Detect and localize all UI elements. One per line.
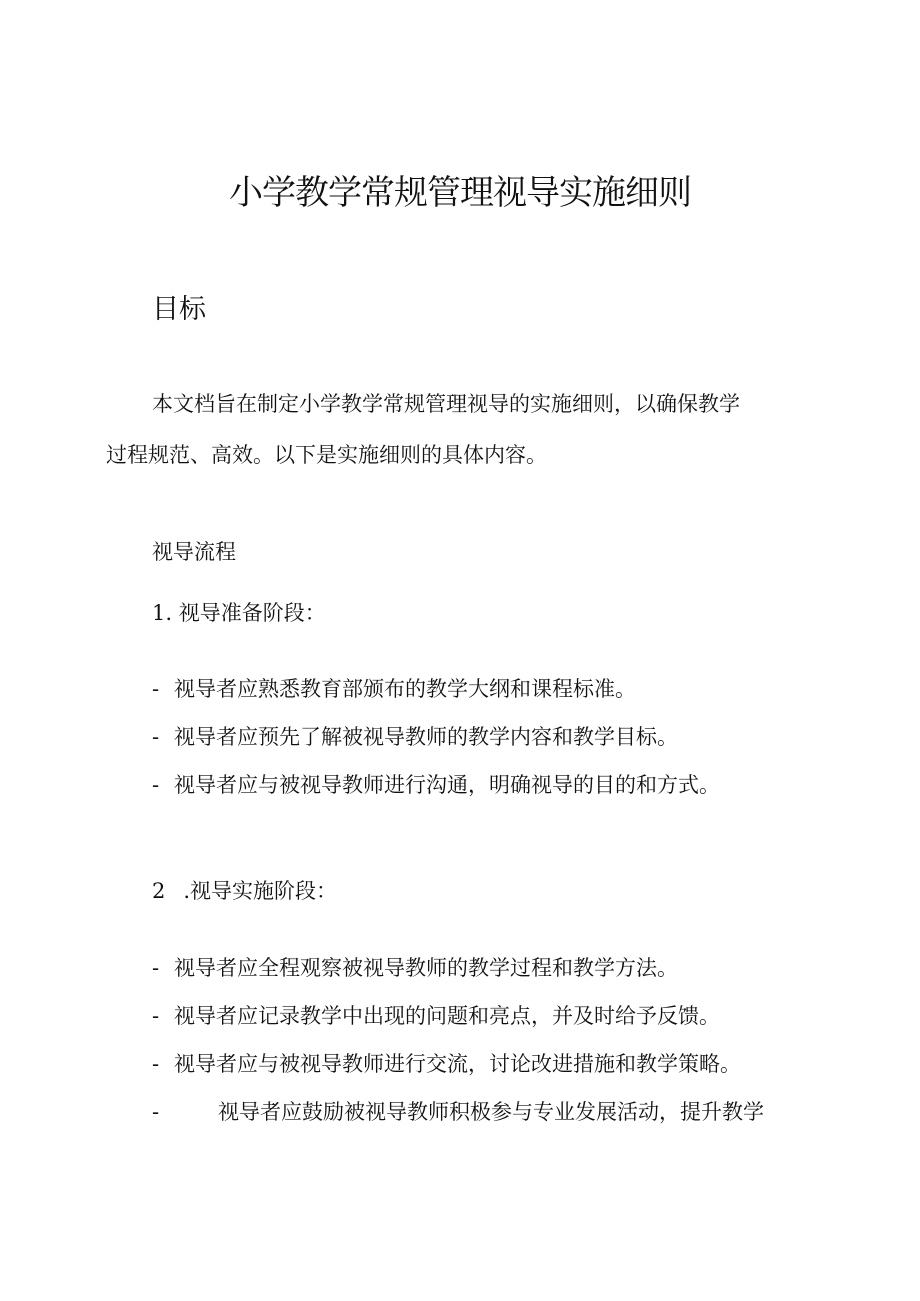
- list-item-text: 视导者应预先了解被视导教师的教学内容和教学目标。: [174, 725, 678, 749]
- bullet-dash: -: [152, 1100, 160, 1124]
- step-2-label: [152, 876, 337, 906]
- list-item: [152, 1001, 720, 1031]
- list-item-text: 视导者应与被视导教师进行沟通，明确视导的目的和方式。: [174, 773, 720, 797]
- bullet-dash: -: [152, 956, 160, 980]
- bullet-dash: -: [152, 725, 160, 749]
- list-item-text: 视导者应记录教学中出现的问题和亮点，并及时给予反馈。: [174, 1004, 720, 1028]
- list-item: [152, 770, 720, 800]
- step-2-number: 2: [152, 879, 166, 903]
- document-title: 小学教学常规管理视导实施细则: [229, 173, 691, 213]
- goal-heading: 目标: [152, 294, 206, 325]
- goal-paragraph-line-1: 本文档旨在制定小学教学常规管理视导的实施细则，以确保教学: [152, 392, 740, 416]
- bullet-dash: -: [152, 677, 160, 701]
- process-heading: 视导流程: [152, 540, 236, 564]
- list-item-text: 视导者应全程观察被视导教师的教学过程和教学方法。: [174, 956, 678, 980]
- bullet-dash: -: [152, 1004, 160, 1028]
- list-item-text: 视导者应熟悉教育部颁布的教学大纲和课程标准。: [174, 677, 636, 701]
- step-2-text: .视导实施阶段：: [183, 879, 338, 903]
- list-item: [152, 722, 678, 752]
- bullet-dash: -: [152, 1052, 160, 1076]
- list-item: [152, 953, 678, 983]
- goal-paragraph-line-2: 过程规范、高效。以下是实施细则的具体内容。: [106, 443, 547, 467]
- step-1-label: 1. 视导准备阶段：: [152, 601, 326, 625]
- list-item: [152, 1049, 741, 1079]
- bullet-dash: -: [152, 773, 160, 797]
- list-item-text: 视导者应与被视导教师进行交流，讨论改进措施和教学策略。: [174, 1052, 741, 1076]
- list-item: [152, 1097, 764, 1127]
- list-item-text: 视导者应鼓励被视导教师积极参与专业发展活动，提升教学: [218, 1100, 764, 1124]
- list-item: [152, 674, 636, 704]
